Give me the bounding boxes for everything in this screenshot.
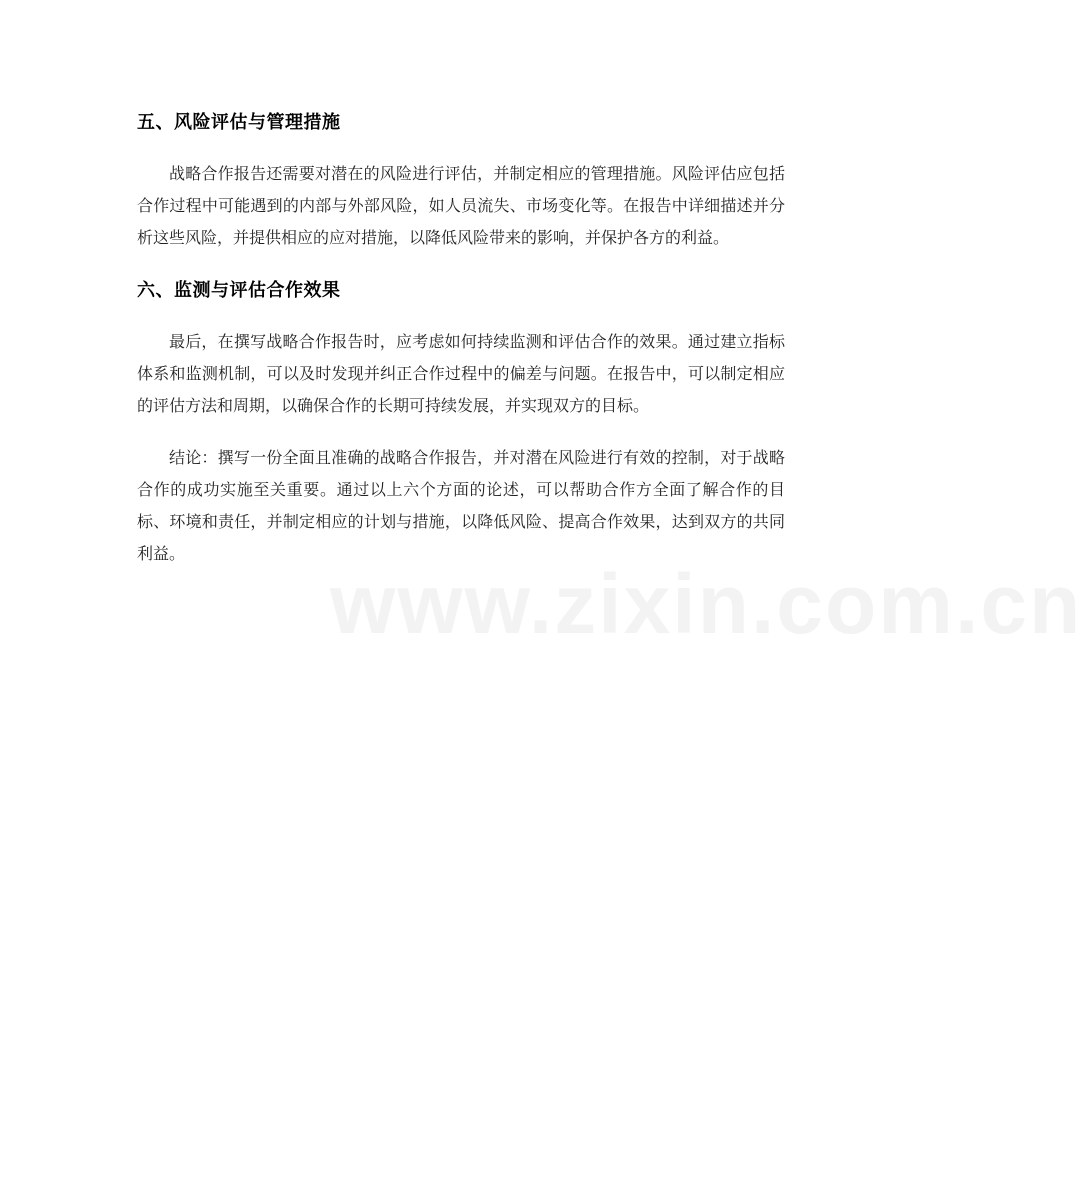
- section-heading-monitoring: 六、监测与评估合作效果: [137, 280, 341, 301]
- watermark-logo: www.zixin.com.cn: [330, 557, 1082, 651]
- document-body: [137, 106, 785, 570]
- paragraph-conclusion: 结论：撰写一份全面且准确的战略合作报告，并对潜在风险进行有效的控制，对于战略合作的成功实施至关重要。通过以上六个方面的论述，可以帮助合作方全面了解合作的目标、环境和责任，并制定相应的计划与措施，以降低风险、提高合作效果，达到双方的共同利益。: [137, 448, 785, 563]
- paragraph-risk-assessment: 战略合作报告还需要对潜在的风险进行评估，并制定相应的管理措施。风险评估应包括合作过程中可能遇到的内部与外部风险，如人员流失、市场变化等。在报告中详细描述并分析这些风险，并提供相应的应对措施，以降低风险带来的影响，并保护各方的利益。: [137, 164, 785, 247]
- paragraph-monitoring: 最后，在撰写战略合作报告时，应考虑如何持续监测和评估合作的效果。通过建立指标体系和监测机制，可以及时发现并纠正合作过程中的偏差与问题。在报告中，可以制定相应的评估方法和周期，以确保合作的长期可持续发展，并实现双方的目标。: [137, 332, 785, 415]
- section-heading-risk-assessment: 五、风险评估与管理措施: [137, 112, 341, 133]
